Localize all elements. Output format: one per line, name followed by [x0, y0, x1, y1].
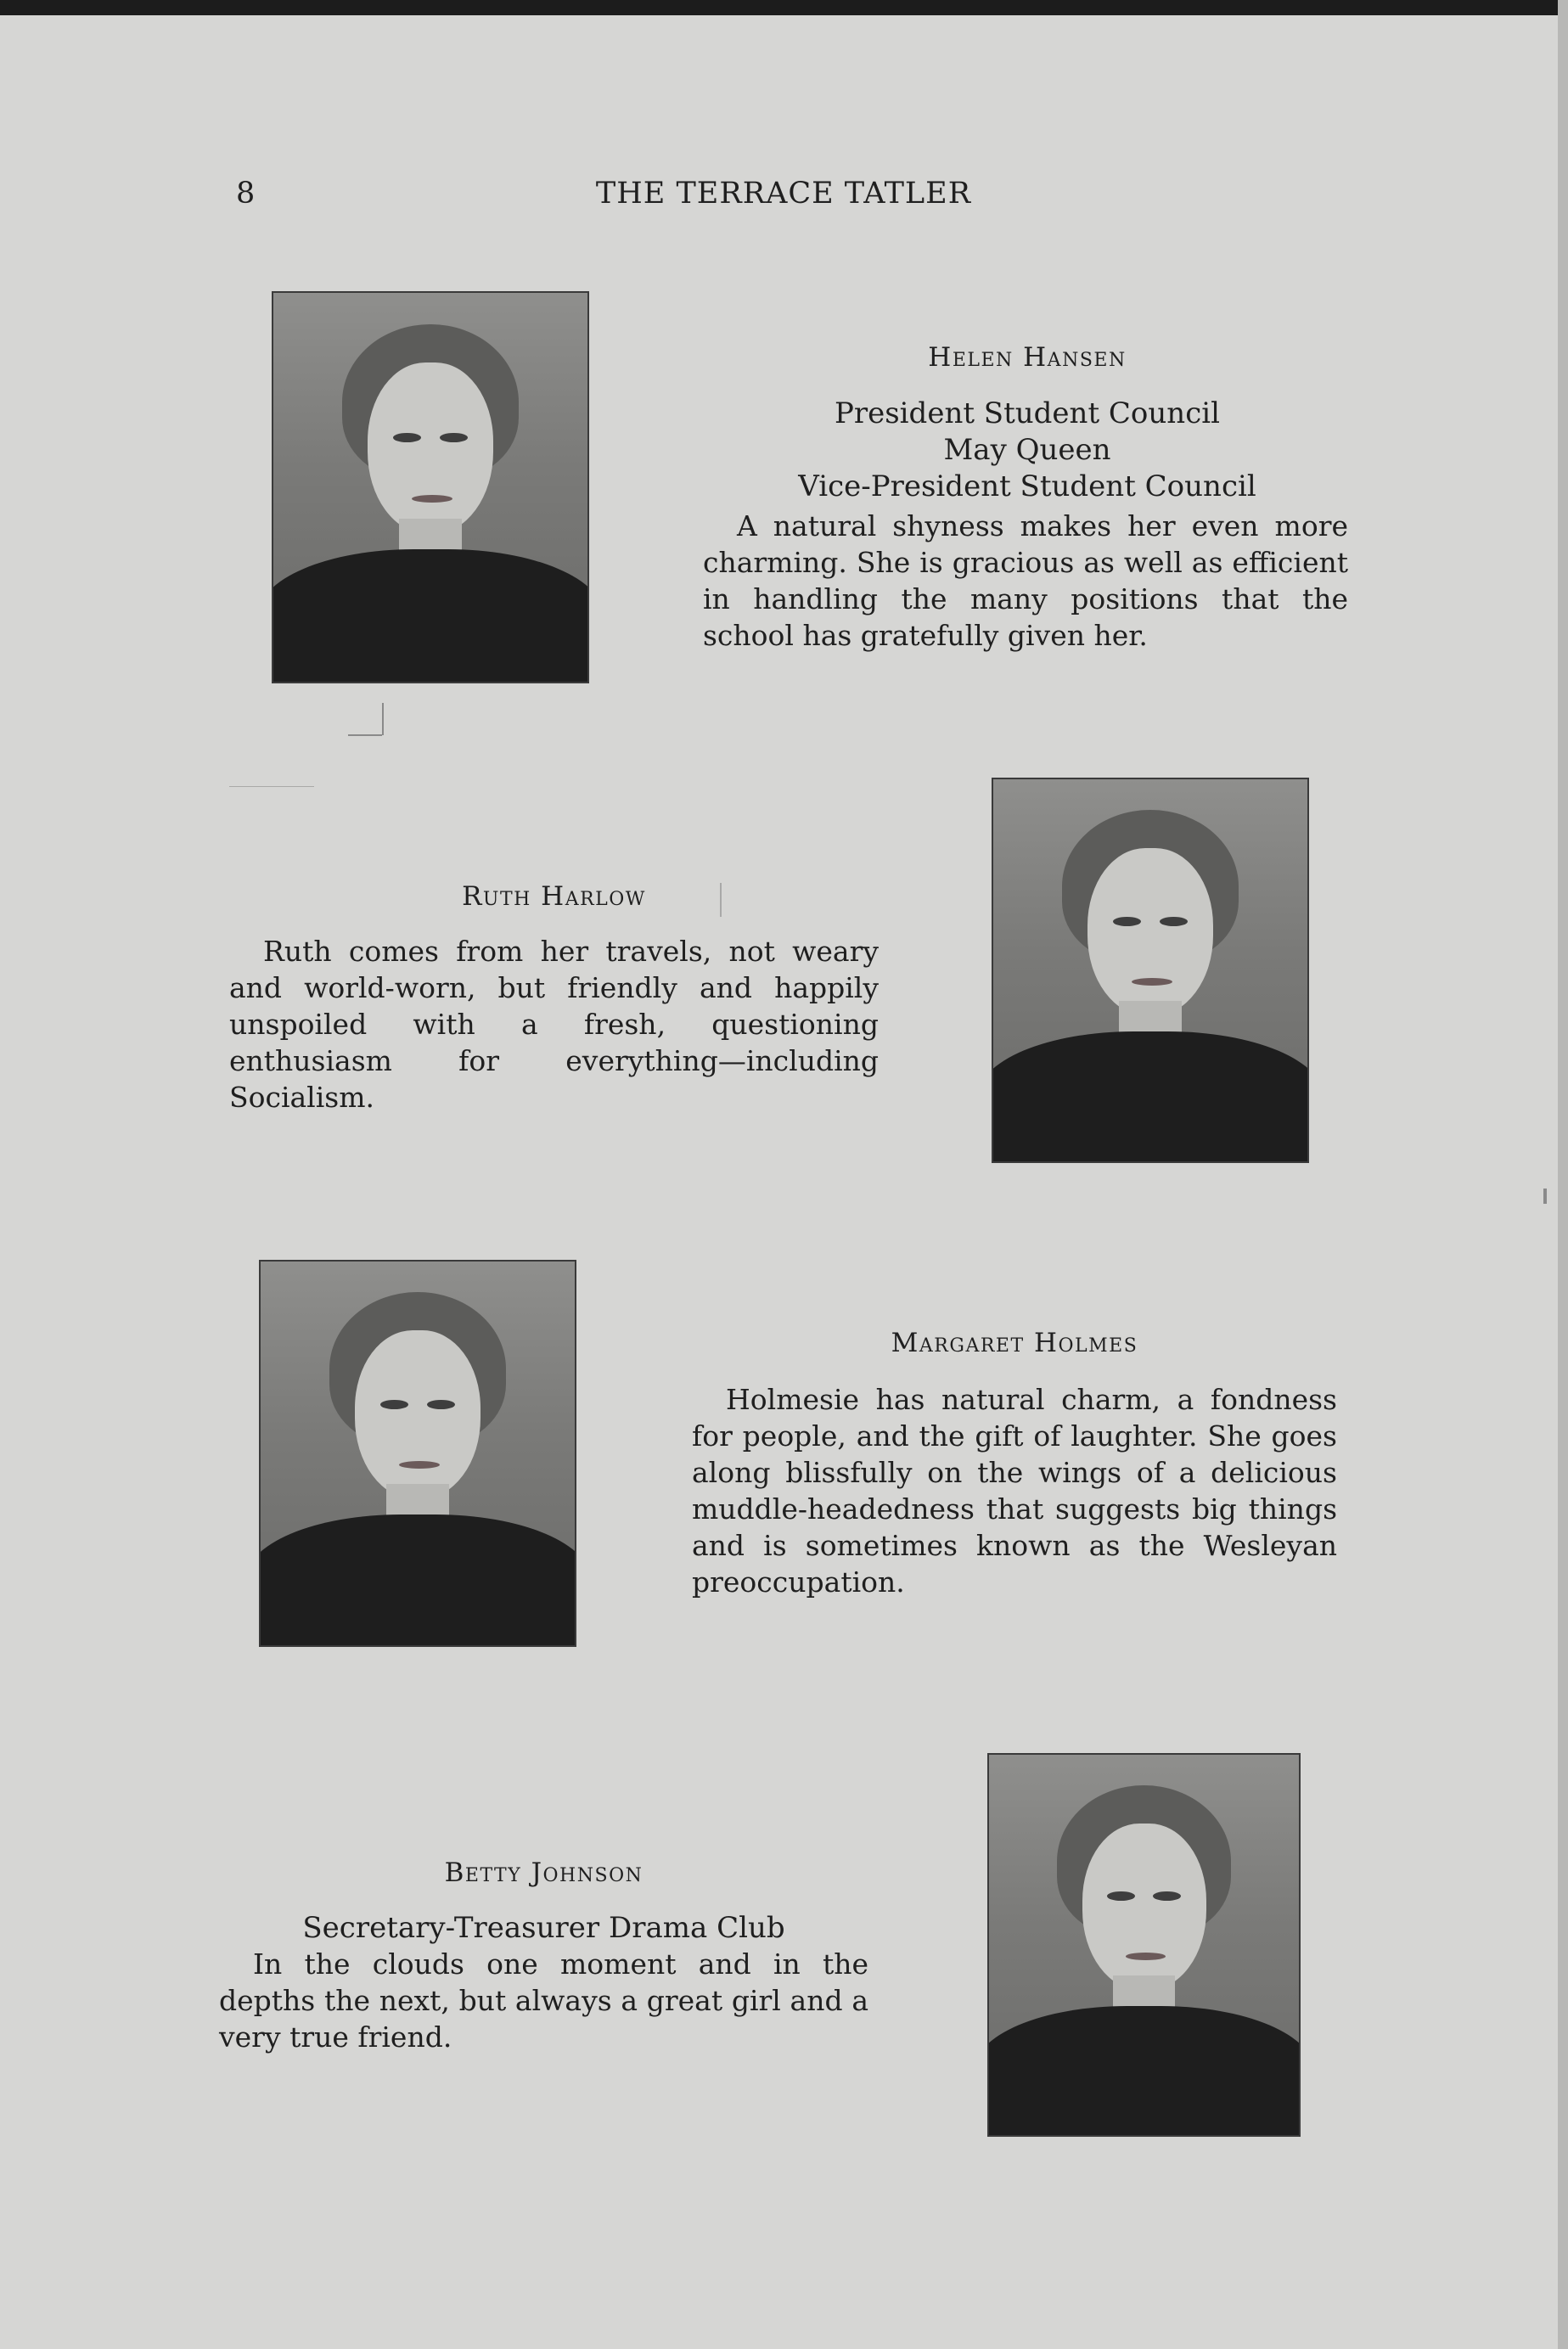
page-number: 8 [236, 177, 256, 211]
entry-name-betty-johnson: Betty Johnson [444, 1857, 643, 1888]
entry-role: President Student Council [834, 396, 1220, 430]
entry-bio-margaret-holmes: Holmesie has natural charm, a fondness for people, and the gift of laughter. She goes along blissfully on the wings of a delicious muddle-headedness that suggests big things and is sometimes known as the Wesleyan preoccupation. [692, 1383, 1337, 1599]
page-right-edge [1558, 0, 1568, 2349]
portrait-photo-ruth-harlow [992, 778, 1309, 1163]
entry-role: Secretary-Treasurer Drama Club [302, 1911, 785, 1945]
stray-mark [720, 883, 722, 917]
entry-name-ruth-harlow: Ruth Harlow [462, 881, 646, 912]
portrait-photo-betty-johnson [987, 1753, 1301, 2137]
entry-bio-betty-johnson: In the clouds one moment and in the depths the next, but always a great girl and a very true friend. [219, 1947, 868, 2054]
stray-mark [1543, 1189, 1547, 1204]
portrait-photo-helen-hansen [272, 291, 589, 683]
stray-mark [382, 703, 384, 735]
entry-bio-helen-hansen: A natural shyness makes her even more charming. She is gracious as well as efficient in handling the many positions that the school has gratefully given her. [703, 509, 1348, 652]
page-top-edge [0, 0, 1568, 15]
entry-bio-ruth-harlow: Ruth comes from her travels, not weary and world-worn, but friendly and happily unspoiled with a fresh, questioning enthusiasm for everything—including Socialism. [229, 935, 879, 1114]
stray-mark [348, 734, 382, 736]
journal-title: THE TERRACE TATLER [595, 177, 972, 211]
entry-name-margaret-holmes: Margaret Holmes [891, 1328, 1138, 1358]
stray-mark [229, 786, 314, 787]
portrait-photo-margaret-holmes [259, 1260, 576, 1647]
entry-role: May Queen [943, 433, 1111, 467]
entry-name-helen-hansen: Helen Hansen [928, 342, 1127, 373]
running-head [236, 177, 1340, 219]
entry-role: Vice-President Student Council [798, 469, 1256, 503]
